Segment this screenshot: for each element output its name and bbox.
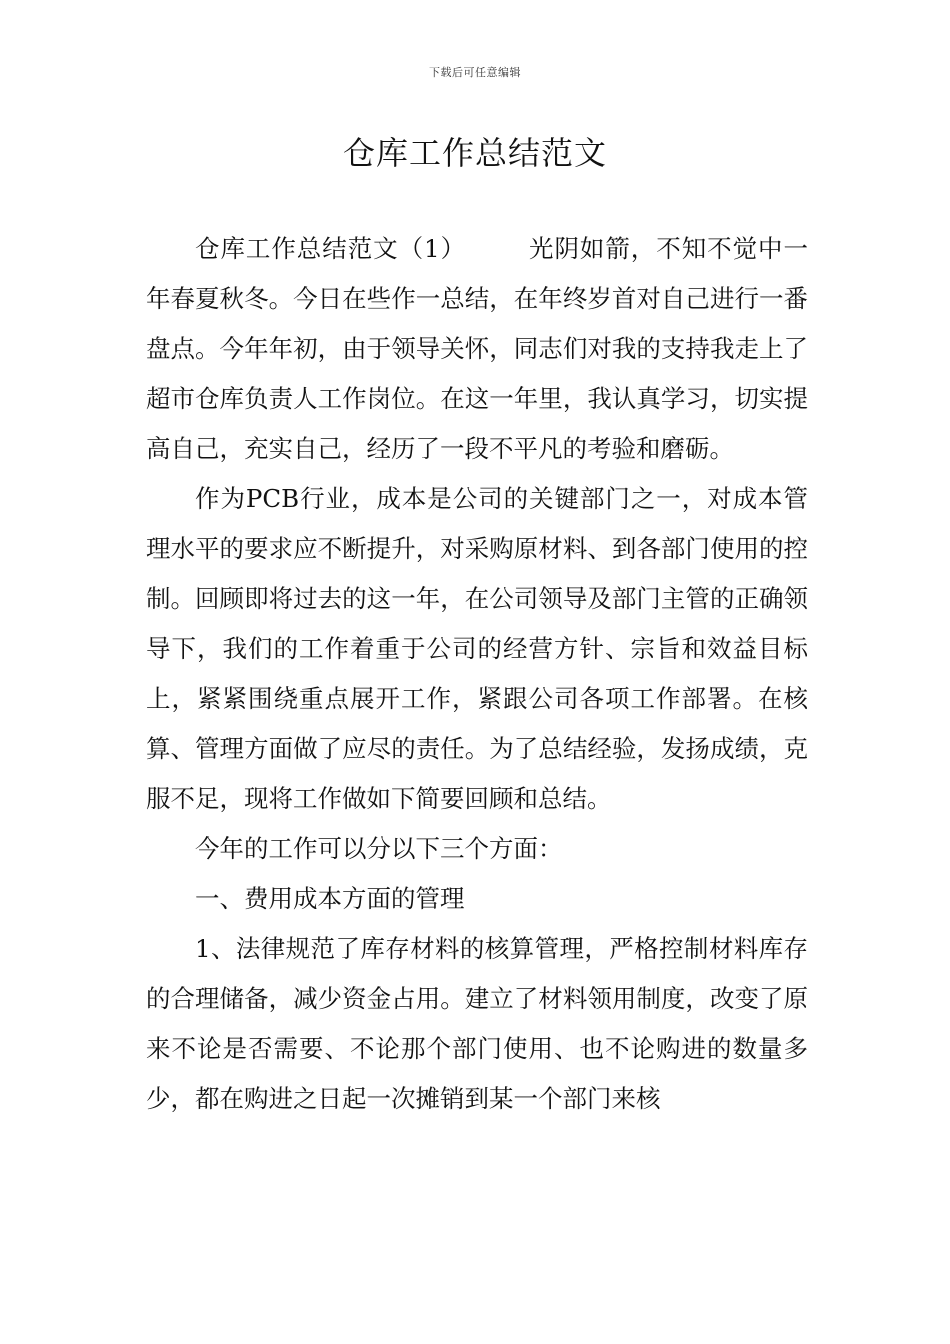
header-note: 下载后可任意编辑 xyxy=(429,66,521,79)
section-heading: 一、费用成本方面的管理 xyxy=(195,884,465,913)
paragraph: 1、法律规范了库存材料的核算管理，严格控制材料库存的合理储备，减少资金占用。建立了材料领用制度，改变了原来不论是否需要、不论那个部门使用、也不论购进的数量多少，都在购进之日起一次摊销到某一个部门来核 xyxy=(146,934,808,1113)
paragraph xyxy=(146,224,808,474)
document-title: 仓库工作总结范文 xyxy=(342,134,607,172)
intro-heading: 仓库工作总结范文（1） xyxy=(195,234,467,263)
document-body xyxy=(146,224,808,1124)
paragraph-text: 光阴如箭，不知不觉中一年春夏秋冬。今日在些作一总结，在年终岁首对自己进行一番盘点。今年年初，由于领导关怀，同志们对我的支持我走上了超市仓库负责人工作岗位。在这一年里，我认真学习，切实提高自己，充实自己，经历了一段不平凡的考验和磨砺。 xyxy=(146,234,808,463)
paragraph: 作为PCB行业，成本是公司的关键部门之一，对成本管理水平的要求应不断提升，对采购原材料、到各部门使用的控制。回顾即将过去的这一年，在公司领导及部门主管的正确领导下，我们的工作着重于公司的经营方针、宗旨和效益目标上，紧紧围绕重点展开工作，紧跟公司各项工作部署。在核算、管理方面做了应尽的责任。为了总结经验，发扬成绩，克服不足，现将工作做如下简要回顾和总结。 xyxy=(146,484,808,813)
paragraph: 今年的工作可以分以下三个方面： xyxy=(195,834,563,863)
